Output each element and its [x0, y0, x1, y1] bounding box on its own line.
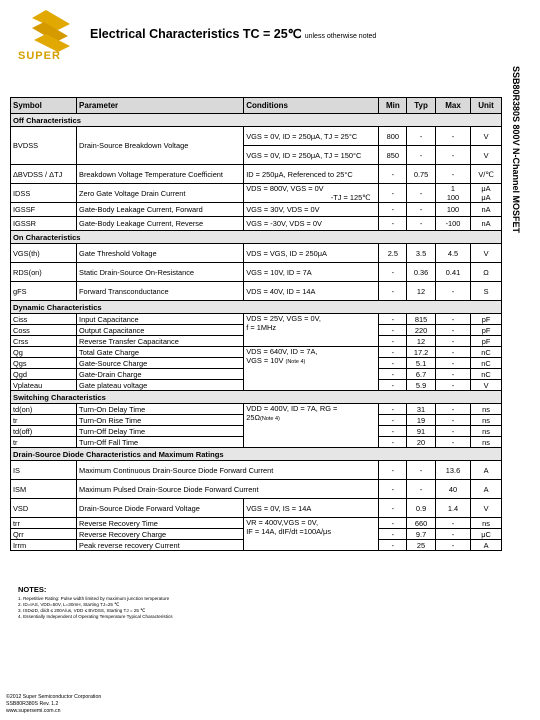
cell-conditions: VGS = -30V, VDS = 0V [244, 217, 379, 231]
cell-min: - [379, 518, 407, 529]
condition-line [246, 413, 376, 424]
max-line: 1 [450, 184, 456, 193]
cell-min: - [379, 540, 407, 551]
cell-parameter: Breakdown Voltage Temperature Coefficient [77, 165, 244, 184]
cell-max: - [435, 336, 470, 347]
section-title [90, 26, 376, 41]
cell-symbol: ISM [11, 480, 77, 499]
cell-parameter: Maximum Pulsed Drain-Source Diode Forward Current [77, 480, 379, 499]
cell-max: - [435, 426, 470, 437]
cell-max: - [435, 404, 470, 415]
note-ref: (Note 4) [285, 359, 306, 365]
cell-max: - [435, 146, 470, 165]
condition-text: VGS = 10V [246, 356, 284, 365]
cell-unit: V [471, 127, 502, 146]
cell-typ: 19 [407, 415, 436, 426]
cell-typ: - [407, 127, 436, 146]
table-row [11, 244, 502, 263]
table-row [11, 499, 502, 518]
cell-max: - [435, 325, 470, 336]
cell-conditions: VGS = 0V, ID = 250μA, TJ = 150°C [244, 146, 379, 165]
cell-unit: nC [471, 347, 502, 358]
note-item: 1. Repetitive Rating: Pulse width limited by maximum junction temperature [18, 596, 170, 601]
cell-unit: A [471, 540, 502, 551]
cell-min: - [379, 380, 407, 391]
cell-min: - [379, 358, 407, 369]
cell-min: - [379, 499, 407, 518]
cell-parameter: Gate-Source Charge [77, 358, 244, 369]
copyright: ©2012 Super Semiconductor Corporation [6, 694, 102, 700]
section-row [11, 301, 502, 314]
cell-max: - [435, 127, 470, 146]
cell-max: - [435, 518, 470, 529]
cell-unit: ns [471, 518, 502, 529]
cell-max: - [435, 529, 470, 540]
cell-min: 800 [379, 127, 407, 146]
cell-symbol: Qgs [11, 358, 77, 369]
cell-min: - [379, 165, 407, 184]
cell-parameter: Gate-Drain Charge [77, 369, 244, 380]
cell-symbol: Vplateau [11, 380, 77, 391]
cell-min: - [379, 415, 407, 426]
cell-symbol: RDS(on) [11, 263, 77, 282]
cell-max: -100 [435, 217, 470, 231]
section-diode: Drain-Source Diode Characteristics and Maximum Ratings [11, 448, 502, 461]
cell-unit: V/℃ [471, 165, 502, 184]
footer [6, 694, 101, 715]
condition-line: VDS = 25V, VGS = 0V, [246, 314, 321, 323]
cell-typ: - [407, 146, 436, 165]
cell-min: - [379, 263, 407, 282]
cell-typ: - [407, 203, 436, 217]
section-on: On Characteristics [11, 231, 502, 244]
table-row [11, 480, 502, 499]
cell-min: - [379, 184, 407, 203]
cell-min: - [379, 347, 407, 358]
notes-title: NOTES: [18, 585, 47, 594]
col-min: Min [379, 98, 407, 114]
cell-unit: V [471, 380, 502, 391]
unit-line: μA [481, 193, 491, 202]
cell-min: - [379, 314, 407, 325]
cell-unit: pF [471, 336, 502, 347]
condition-line: VDS = 800V, VGS = 0V [246, 184, 324, 193]
cell-typ: 17.2 [407, 347, 436, 358]
cell-max: 0.41 [435, 263, 470, 282]
col-max: Max [435, 98, 470, 114]
cell-parameter: Zero Gate Voltage Drain Current [77, 184, 244, 203]
notes-block [18, 585, 173, 620]
cell-symbol: IGSSR [11, 217, 77, 231]
cell-parameter: Drain-Source Diode Forward Voltage [77, 499, 244, 518]
cell-parameter: Turn-On Rise Time [77, 415, 244, 426]
cell-symbol: Qgd [11, 369, 77, 380]
cell-min: - [379, 203, 407, 217]
table-row [11, 165, 502, 184]
table-header-row [11, 98, 502, 114]
cell-conditions [244, 184, 379, 203]
condition-line: VDD = 400V, ID = 7A, RG = [246, 404, 338, 413]
cell-max: 13.6 [435, 461, 470, 480]
cell-symbol: td(off) [11, 426, 77, 437]
table-row [11, 127, 502, 146]
note-ref: (Note 4) [259, 416, 280, 422]
cell-min: - [379, 404, 407, 415]
cell-typ: 0.75 [407, 165, 436, 184]
cell-typ: 5.9 [407, 380, 436, 391]
cell-conditions: VGS = 0V, IS = 14A [244, 499, 379, 518]
cell-unit: V [471, 499, 502, 518]
cell-symbol: IGSSF [11, 203, 77, 217]
section-row [11, 231, 502, 244]
cell-unit: pF [471, 325, 502, 336]
cell-parameter: Turn-On Delay Time [77, 404, 244, 415]
cell-symbol: IS [11, 461, 77, 480]
cell-parameter: Input Capacitance [77, 314, 244, 325]
cell-unit: Ω [471, 263, 502, 282]
cell-parameter: Total Gate Charge [77, 347, 244, 358]
cell-typ: 12 [407, 336, 436, 347]
note-item: 4. Essentially Independent of Operating Temperature Typical Characteristics [18, 614, 173, 619]
table-row [11, 203, 502, 217]
cell-unit: A [471, 461, 502, 480]
title-note: unless otherwise noted [304, 33, 377, 40]
cell-unit: ns [471, 426, 502, 437]
cell-parameter: Gate plateau voltage [77, 380, 244, 391]
condition-line: VDS = 640V, ID = 7A, [246, 347, 318, 356]
cell-unit: nC [471, 369, 502, 380]
cell-parameter: Turn-Off Delay Time [77, 426, 244, 437]
cell-min: - [379, 325, 407, 336]
cell-typ: 0.9 [407, 499, 436, 518]
cell-typ: 25 [407, 540, 436, 551]
condition-line [246, 356, 376, 367]
cell-conditions [244, 314, 379, 347]
cell-symbol: Coss [11, 325, 77, 336]
cell-max: - [435, 165, 470, 184]
cell-max: 40 [435, 480, 470, 499]
condition-text: 25Ω [246, 413, 260, 422]
side-product-label: SSB80R380S 800V N-Channel MOSFET [511, 66, 521, 234]
cell-conditions: VGS = 30V, VDS = 0V [244, 203, 379, 217]
condition-line: VR = 400V,VGS = 0V, [246, 518, 319, 527]
table-row [11, 347, 502, 358]
cell-unit: A [471, 480, 502, 499]
cell-max: - [435, 358, 470, 369]
cell-min: 850 [379, 146, 407, 165]
cell-parameter: Output Capacitance [77, 325, 244, 336]
table-row [11, 217, 502, 231]
cell-unit: V [471, 146, 502, 165]
cell-typ: 5.1 [407, 358, 436, 369]
table-row [11, 518, 502, 529]
table-row [11, 184, 502, 203]
cell-typ: 3.5 [407, 244, 436, 263]
cell-max: - [435, 437, 470, 448]
cell-unit: ns [471, 404, 502, 415]
cell-typ: 9.7 [407, 529, 436, 540]
cell-parameter: Reverse Recovery Time [77, 518, 244, 529]
title-text: Electrical Characteristics TC = 25℃ [90, 27, 302, 41]
cell-symbol: trr [11, 518, 77, 529]
cell-conditions: VGS = 10V, ID = 7A [244, 263, 379, 282]
section-row [11, 114, 502, 127]
cell-parameter: Drain-Source Breakdown Voltage [77, 127, 244, 165]
cell-max: - [435, 415, 470, 426]
unit-line: μA [481, 184, 491, 193]
cell-symbol: Crss [11, 336, 77, 347]
section-dynamic: Dynamic Characteristics [11, 301, 502, 314]
cell-max: - [435, 282, 470, 301]
cell-min: - [379, 480, 407, 499]
cell-conditions: VDS = VGS, ID = 250μA [244, 244, 379, 263]
electrical-characteristics-table [10, 97, 502, 551]
cell-unit [471, 184, 502, 203]
cell-parameter: Gate-Body Leakage Current, Reverse [77, 217, 244, 231]
cell-typ: 6.7 [407, 369, 436, 380]
note-item: 3. ISD≤ID, di/dt ≤ 200A/us, VDD ≤ BVDSS, Starting TJ = 25 ℃ [18, 608, 146, 613]
logo-text: SUPER [18, 50, 61, 62]
cell-conditions [244, 404, 379, 448]
cell-min: - [379, 529, 407, 540]
cell-max: - [435, 540, 470, 551]
cell-unit: V [471, 244, 502, 263]
cell-parameter: Reverse Recovery Charge [77, 529, 244, 540]
cell-symbol: VGS(th) [11, 244, 77, 263]
cell-typ: - [407, 184, 436, 203]
cell-max: 100 [435, 203, 470, 217]
section-row [11, 448, 502, 461]
cell-parameter: Gate Threshold Voltage [77, 244, 244, 263]
section-switching: Switching Characteristics [11, 391, 502, 404]
cell-symbol: td(on) [11, 404, 77, 415]
col-symbol: Symbol [11, 98, 77, 114]
cell-typ: - [407, 480, 436, 499]
cell-unit: nA [471, 217, 502, 231]
cell-typ: - [407, 217, 436, 231]
cell-min: - [379, 336, 407, 347]
cell-unit: ns [471, 415, 502, 426]
col-conditions: Conditions [244, 98, 379, 114]
section-off: Off Characteristics [11, 114, 502, 127]
note-item: 2. ID=IAS, VDD=50V, L=30mH, Starting TJ=25 ℃ [18, 602, 120, 607]
condition-line: -TJ = 125℃ [330, 193, 371, 202]
cell-parameter: Forward Transconductance [77, 282, 244, 301]
cell-parameter: Gate-Body Leakage Current, Forward [77, 203, 244, 217]
cell-max: - [435, 314, 470, 325]
col-typ: Typ [407, 98, 436, 114]
cell-min: - [379, 437, 407, 448]
cell-symbol: ΔBVDSS / ΔTJ [11, 165, 77, 184]
cell-conditions: VDS = 40V, ID = 14A [244, 282, 379, 301]
cell-max [435, 184, 470, 203]
condition-line: f = 1MHz [246, 323, 277, 332]
cell-typ: 220 [407, 325, 436, 336]
cell-min: 2.5 [379, 244, 407, 263]
cell-min: - [379, 217, 407, 231]
table-row [11, 314, 502, 325]
cell-typ: 31 [407, 404, 436, 415]
cell-conditions [244, 347, 379, 391]
cell-max: - [435, 347, 470, 358]
cell-min: - [379, 369, 407, 380]
cell-typ: 815 [407, 314, 436, 325]
condition-line: IF = 14A, dIF/dt =100A/μs [246, 527, 332, 536]
cell-typ: 660 [407, 518, 436, 529]
cell-symbol: gFS [11, 282, 77, 301]
section-row [11, 391, 502, 404]
cell-parameter: Peak reverse recovery Current [77, 540, 244, 551]
cell-max: 1.4 [435, 499, 470, 518]
cell-symbol: Qrr [11, 529, 77, 540]
cell-symbol: IDSS [11, 184, 77, 203]
cell-min: - [379, 461, 407, 480]
cell-unit: μC [471, 529, 502, 540]
table-row [11, 461, 502, 480]
table-row [11, 404, 502, 415]
cell-unit: nC [471, 358, 502, 369]
cell-unit: pF [471, 314, 502, 325]
cell-symbol: VSD [11, 499, 77, 518]
cell-parameter: Turn-Off Fall Time [77, 437, 244, 448]
col-parameter: Parameter [77, 98, 244, 114]
cell-symbol: Irrm [11, 540, 77, 551]
cell-max: - [435, 369, 470, 380]
cell-typ: - [407, 461, 436, 480]
cell-symbol: BVDSS [11, 127, 77, 165]
cell-max: 4.5 [435, 244, 470, 263]
col-unit: Unit [471, 98, 502, 114]
document-revision: SSB80R380S Rev. 1.2 [6, 701, 59, 707]
cell-unit: S [471, 282, 502, 301]
cell-symbol: tr [11, 437, 77, 448]
cell-typ: 12 [407, 282, 436, 301]
cell-unit: nA [471, 203, 502, 217]
table-row [11, 282, 502, 301]
cell-conditions [244, 518, 379, 551]
cell-typ: 20 [407, 437, 436, 448]
cell-unit: ns [471, 437, 502, 448]
cell-parameter: Maximum Continuous Drain-Source Diode Forward Current [77, 461, 379, 480]
cell-min: - [379, 426, 407, 437]
cell-parameter: Reverse Transfer Capacitance [77, 336, 244, 347]
cell-conditions: VGS = 0V, ID = 250μA, TJ = 25°C [244, 127, 379, 146]
cell-min: - [379, 282, 407, 301]
cell-conditions: ID = 250μA, Referenced to 25°C [244, 165, 379, 184]
cell-typ: 0.36 [407, 263, 436, 282]
cell-max: - [435, 380, 470, 391]
cell-symbol: tr [11, 415, 77, 426]
cell-parameter: Static Drain-Source On-Resistance [77, 263, 244, 282]
website-link[interactable]: www.supersemi.com.cn [6, 708, 61, 714]
max-line: 100 [446, 193, 460, 202]
cell-symbol: Ciss [11, 314, 77, 325]
cell-symbol: Qg [11, 347, 77, 358]
table-row [11, 263, 502, 282]
cell-typ: 91 [407, 426, 436, 437]
